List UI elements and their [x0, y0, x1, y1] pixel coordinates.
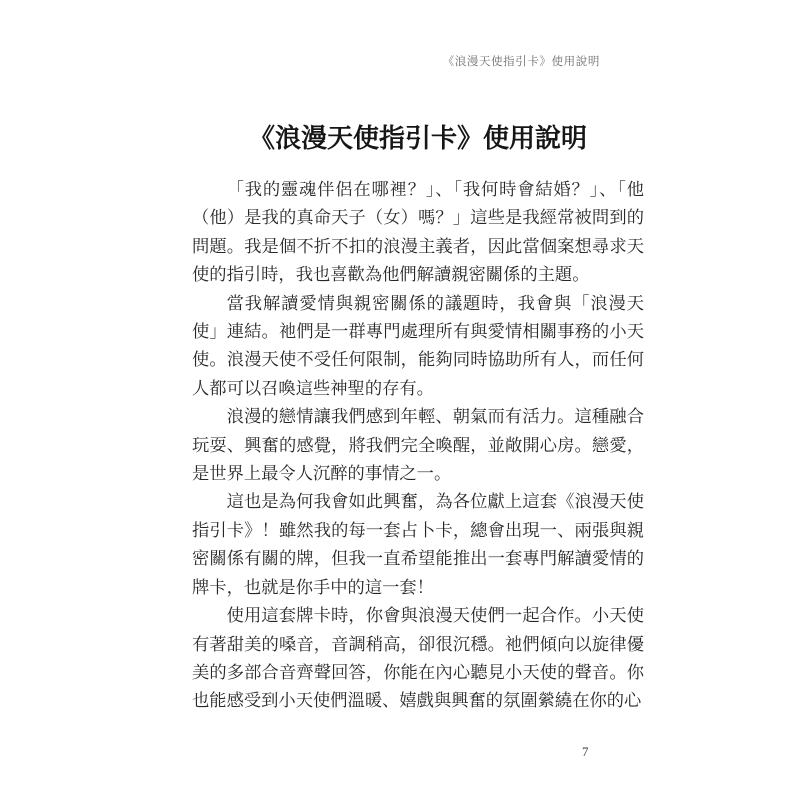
paragraph: 使用這套牌卡時，你會與浪漫天使們一起合作。小天使有著甜美的嗓音，音調稍高，卻很沉穩。祂們傾向以旋律優美的多部合音齊聲回答，你能在內心聽見小天使的聲音。你也能感受到小天使們溫暖、嬉戲與興奮的氛圍縈繞在你的心: [192, 606, 644, 711]
paragraph: 浪漫的戀情讓我們感到年輕、朝氣而有活力。這種融合玩耍、興奮的感覺，將我們完全喚醒，並敞開心房。戀愛，是世界上最令人沉醉的事情之一。: [192, 407, 644, 484]
body-text: [192, 176, 644, 716]
paragraph: 「我的靈魂伴侶在哪裡？」、「我何時會結婚？」、「他（他）是我的真命天子（女）嗎？」這些是我經常被問到的問題。我是個不折不扣的浪漫主義者，因此當個案想尋求天使的指引時，我也喜歡為他們解讀親密關係的主題。: [192, 180, 644, 285]
page-title: 《浪漫天使指引卡》使用說明: [248, 124, 587, 153]
running-header: 《浪漫天使指引卡》使用說明: [442, 56, 600, 68]
paragraph: 這也是為何我會如此興奮，為各位獻上這套《浪漫天使指引卡》！雖然我的每一套占卜卡，總會出現一、兩張與親密關係有關的牌，但我一直希望能推出一套專門解讀愛情的牌卡，也就是你手中的這一套！: [192, 492, 644, 597]
page-number: 7: [582, 744, 589, 759]
paragraph: 當我解讀愛情與親密關係的議題時，我會與「浪漫天使」連結。祂們是一群專門處理所有與愛情相關事務的小天使。浪漫天使不受任何限制，能夠同時協助所有人，而任何人都可以召喚這些神聖的存有。: [192, 293, 644, 398]
